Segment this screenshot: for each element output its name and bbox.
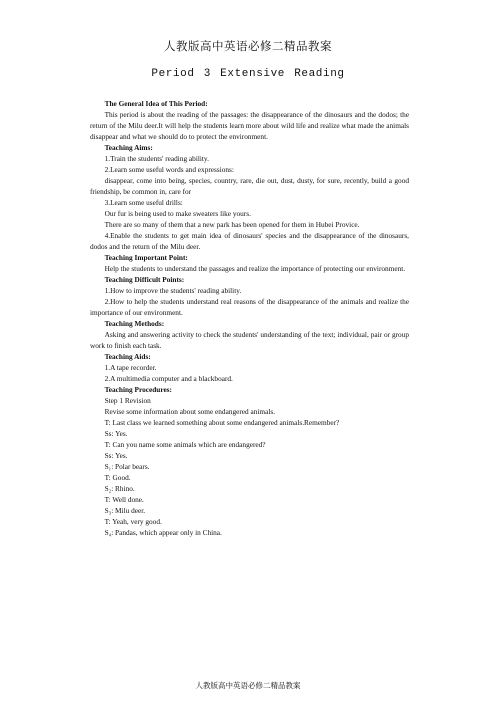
body-paragraph: 2.How to help the students understand real reasons of the disappearance of the animals and realize the importance of our environment.: [90, 297, 409, 317]
body-paragraph: 1.Train the students' reading ability.: [104, 154, 209, 163]
body-paragraph: This period is about the reading of the passages: the disappearance of the dinosaurs and the dodos; the return of the Milu deer.It will help the students learn more about wild life and realize what made the animals disappear and what we should do to protect the environment.: [90, 110, 409, 141]
body-paragraph: S₃: Milu deer.: [104, 506, 146, 515]
body-paragraph: T: Good.: [104, 473, 131, 482]
body-paragraph: T: Yeah, very good.: [104, 517, 162, 526]
section-heading: Teaching Important Point:: [104, 253, 188, 262]
page-header: 人教版高中英语必修二精品教案: [164, 41, 332, 53]
section-heading: Teaching Aids:: [104, 352, 151, 361]
body-paragraph: 1.A tape recorder.: [104, 363, 157, 372]
body-paragraph: Asking and answering activity to check the students' understanding of the text; individual, pair or group work to finish each task.: [90, 330, 409, 350]
body-paragraph: 2.Learn some useful words and expressions:: [104, 165, 234, 174]
section-heading: The General Idea of This Period:: [104, 99, 208, 108]
body-paragraph: T: Last class we learned something about some endangered animals.Remember?: [104, 418, 340, 427]
section-heading: Teaching Methods:: [104, 319, 165, 328]
body-paragraph: Help the students to understand the passages and realize the importance of protecting our environment.: [104, 264, 406, 273]
body-paragraph: Our fur is being used to make sweaters like yours.: [104, 209, 251, 218]
body-paragraph: T: Well done.: [104, 495, 144, 504]
body-paragraph: S₄: Pandas, which appear only in China.: [104, 528, 222, 537]
body-paragraph: Ss: Yes.: [104, 429, 128, 438]
document-body: [90, 98, 409, 538]
body-paragraph: 2.A multimedia computer and a blackboard.: [104, 374, 233, 383]
section-heading: Teaching Aims:: [104, 143, 153, 152]
section-heading: Teaching Procedures:: [104, 385, 172, 394]
body-paragraph: disappear, come into being, species, country, rare, die out, dust, dusty, for sure, recently, build a good friendship, be common in, care for: [90, 176, 409, 196]
body-paragraph: S₂: Rhino.: [104, 484, 135, 493]
section-heading: Teaching Difficult Points:: [104, 275, 185, 284]
body-paragraph: 1.How to improve the students' reading ability.: [104, 286, 242, 295]
body-paragraph: There are so many of them that a new park has been opened for them in Hubei Provice.: [104, 220, 360, 229]
body-paragraph: Ss: Yes.: [104, 451, 128, 460]
page-footer: 人教版高中英语必修二精品教案: [195, 681, 301, 690]
body-paragraph: Revise some information about some endangered animals.: [104, 407, 276, 416]
body-paragraph: 3.Learn some useful drills:: [104, 198, 183, 207]
document-title: Period 3 Extensive Reading: [151, 68, 345, 80]
body-paragraph: T: Can you name some animals which are endangered?: [104, 440, 266, 449]
body-paragraph: S₁: Polar bears.: [104, 462, 150, 471]
body-paragraph: 4.Enable the students to get main idea of dinosaurs' species and the disappearance of the dinosaurs, dodos and the return of the Milu deer.: [90, 231, 409, 251]
body-paragraph: Step 1 Revision: [104, 396, 151, 405]
